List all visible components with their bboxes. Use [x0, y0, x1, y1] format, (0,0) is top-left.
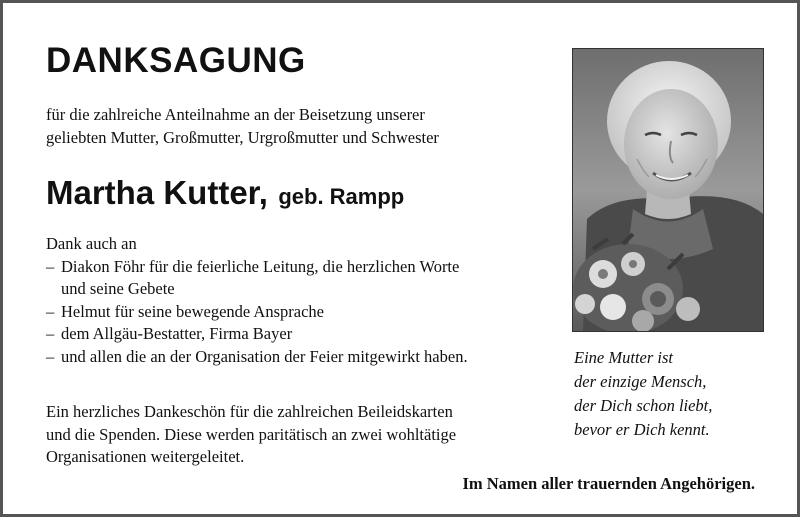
quote-line: Eine Mutter ist: [574, 348, 673, 367]
closing-line: Ein herzliches Dankeschön für die zahlreichen Beileidskarten: [46, 402, 453, 421]
closing-line: Organisationen weitergeleitet.: [46, 447, 245, 466]
list-dash: –: [46, 256, 55, 276]
thanks-list: [46, 233, 566, 368]
thanks-item-line: Diakon Föhr für die feierliche Leitung, die herzlichen Worte: [61, 256, 460, 276]
closing-line: und die Spenden. Diese werden paritätisch an zwei wohltätige: [46, 424, 457, 444]
thanks-item: [46, 346, 566, 369]
intro-line: geliebten Mutter, Großmutter, Urgroßmutter und Schwester: [46, 128, 439, 147]
thanks-lead: Dank auch an: [46, 234, 137, 253]
thanks-item: [46, 256, 566, 301]
thanks-item-line: Helmut für seine bewegende Ansprache: [61, 301, 324, 321]
list-dash: –: [46, 324, 55, 343]
deceased-name: [46, 173, 404, 220]
quote-line: der Dich schon liebt,: [574, 396, 713, 415]
deceased-birth-name: geb. Rampp: [278, 184, 405, 209]
list-dash: –: [46, 346, 55, 366]
portrait-illustration: [573, 49, 763, 331]
intro-line: für die zahlreiche Anteilnahme an der Beisetzung unserer: [46, 105, 425, 124]
thanks-item: [46, 323, 566, 346]
thanks-item-line: und seine Gebete: [61, 279, 175, 298]
intro-text: [46, 103, 546, 149]
quote: [574, 346, 774, 442]
deceased-full-name: Martha Kutter,: [46, 174, 268, 211]
quote-line: bevor er Dich kennt.: [574, 420, 710, 439]
portrait-photo: [572, 48, 764, 332]
list-dash: –: [46, 301, 55, 321]
thanks-item: [46, 301, 566, 324]
thanks-item-line: dem Allgäu-Bestatter, Firma Bayer: [61, 324, 293, 343]
thanks-item-line: und allen die an der Organisation der Feier mitgewirkt haben.: [61, 346, 468, 366]
heading: DANKSAGUNG: [46, 41, 306, 80]
quote-line: der einzige Mensch,: [574, 372, 707, 391]
signature: Im Namen aller trauernden Angehörigen.: [462, 474, 755, 493]
closing-text: [46, 401, 566, 469]
